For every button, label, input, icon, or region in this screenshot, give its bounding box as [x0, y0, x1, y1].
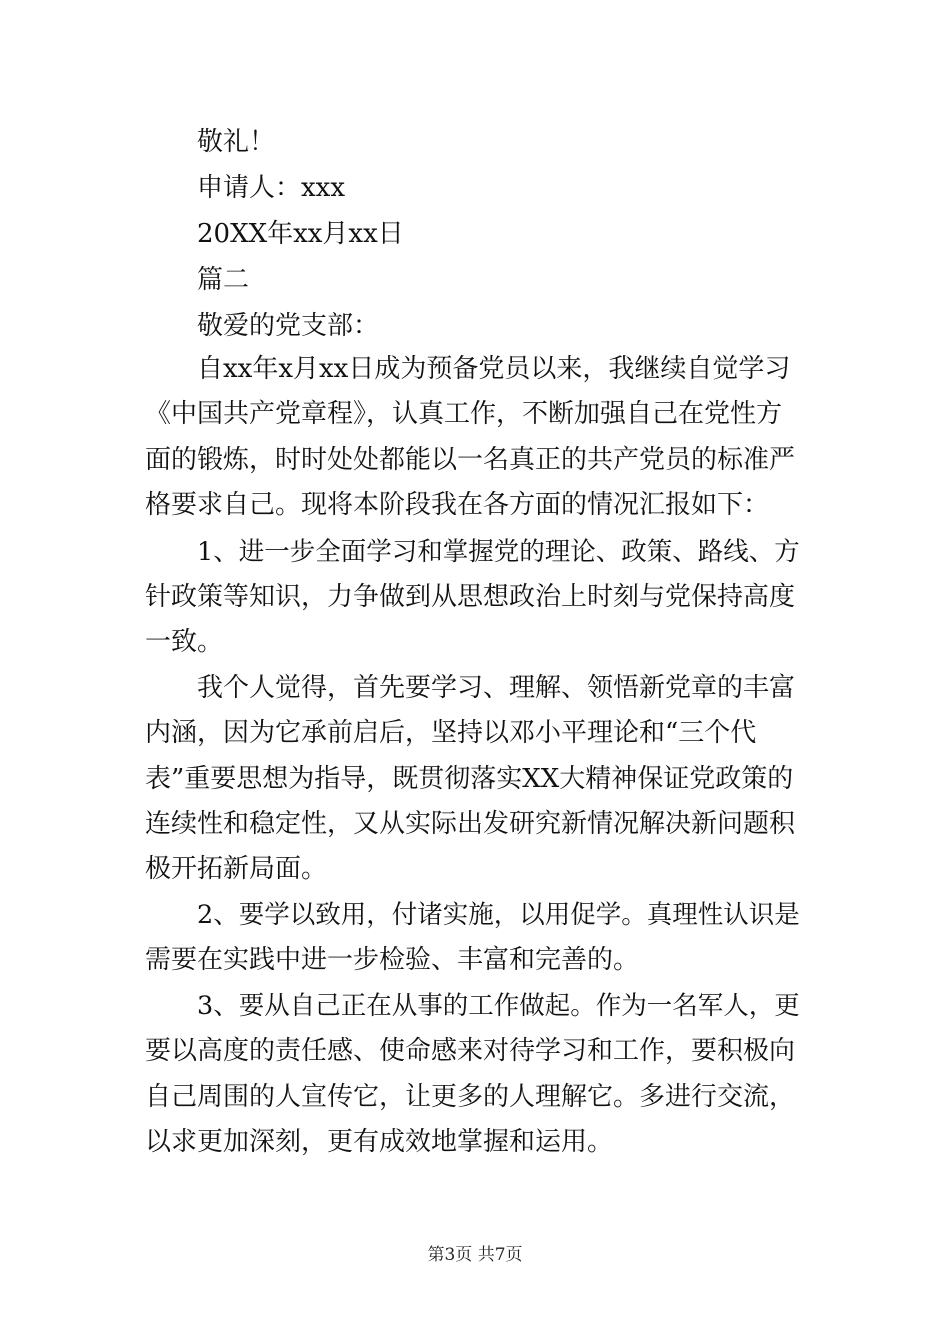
section-heading: 篇二 — [197, 265, 250, 295]
body-line — [0, 577, 950, 617]
closing-line — [0, 122, 950, 162]
body-line — [0, 895, 950, 935]
body-line — [0, 986, 950, 1026]
body-text: 2、要学以致用，付诸实施，以用促学。真理性认识是 — [197, 900, 800, 930]
body-text: 连续性和稳定性，又从实际出发研究新情况解决新问题积 — [145, 809, 796, 839]
body-text: 《中国共产党章程》，认真工作，不断加强自己在党性方 — [145, 399, 783, 429]
body-text: 1、进一步全面学习和掌握党的理论、政策、路线、方 — [197, 537, 800, 567]
body-text: 一致。 — [145, 627, 224, 657]
body-line — [0, 940, 950, 980]
body-text: 3、要从自己正在从事的工作做起。作为一名军人，更 — [197, 991, 800, 1021]
body-text: 面的锻炼，时时处处都能以一名真正的共产党员的标准严 — [145, 445, 796, 475]
date-text: 20XX年xx月xx日 — [197, 219, 404, 249]
body-line — [0, 394, 950, 434]
body-text: 格要求自己。现将本阶段我在各方面的情况汇报如下： — [145, 490, 770, 520]
body-text: 要以高度的责任感、使命感来对待学习和工作，要积极向 — [145, 1036, 796, 1066]
body-line — [0, 485, 950, 525]
body-line — [0, 849, 950, 889]
body-line — [0, 440, 950, 480]
body-text: 我个人觉得，首先要学习、理解、领悟新党章的丰富 — [197, 673, 796, 703]
body-text: 自己周围的人宣传它，让更多的人理解它。多进行交流， — [145, 1082, 796, 1112]
applicant-text: 申请人：xxx — [197, 173, 345, 203]
body-text: 内涵，因为它承前启后，坚持以邓小平理论和“三个代 — [145, 718, 757, 748]
body-line — [0, 622, 950, 662]
body-text: 自xx年x月xx日成为预备党员以来，我继续自觉学习 — [197, 354, 791, 384]
salutation-text: 敬爱的党支部： — [197, 311, 380, 341]
salutation-line — [0, 306, 950, 346]
body-line — [0, 349, 950, 389]
closing-text: 敬礼！ — [197, 127, 276, 157]
body-line — [0, 759, 950, 799]
body-text: 需要在实践中进一步检验、丰富和完善的。 — [145, 945, 640, 975]
section-heading-line — [0, 260, 950, 300]
body-line — [0, 532, 950, 572]
applicant-line — [0, 168, 950, 208]
body-line — [0, 804, 950, 844]
body-text: 以求更加深刻，更有成效地掌握和运用。 — [145, 1127, 614, 1157]
page-number: 第3页 共7页 — [427, 1245, 523, 1265]
page-footer — [0, 1240, 950, 1270]
body-text: 极开拓新局面。 — [145, 854, 328, 884]
body-line — [0, 1077, 950, 1117]
date-line — [0, 214, 950, 254]
body-text: 表”重要思想为指导，既贯彻落实XX大精神保证党政策的 — [145, 764, 794, 794]
body-line — [0, 668, 950, 708]
body-line — [0, 713, 950, 753]
body-line — [0, 1031, 950, 1071]
body-line — [0, 1122, 950, 1162]
body-text: 针政策等知识，力争做到从思想政治上时刻与党保持高度 — [145, 582, 796, 612]
